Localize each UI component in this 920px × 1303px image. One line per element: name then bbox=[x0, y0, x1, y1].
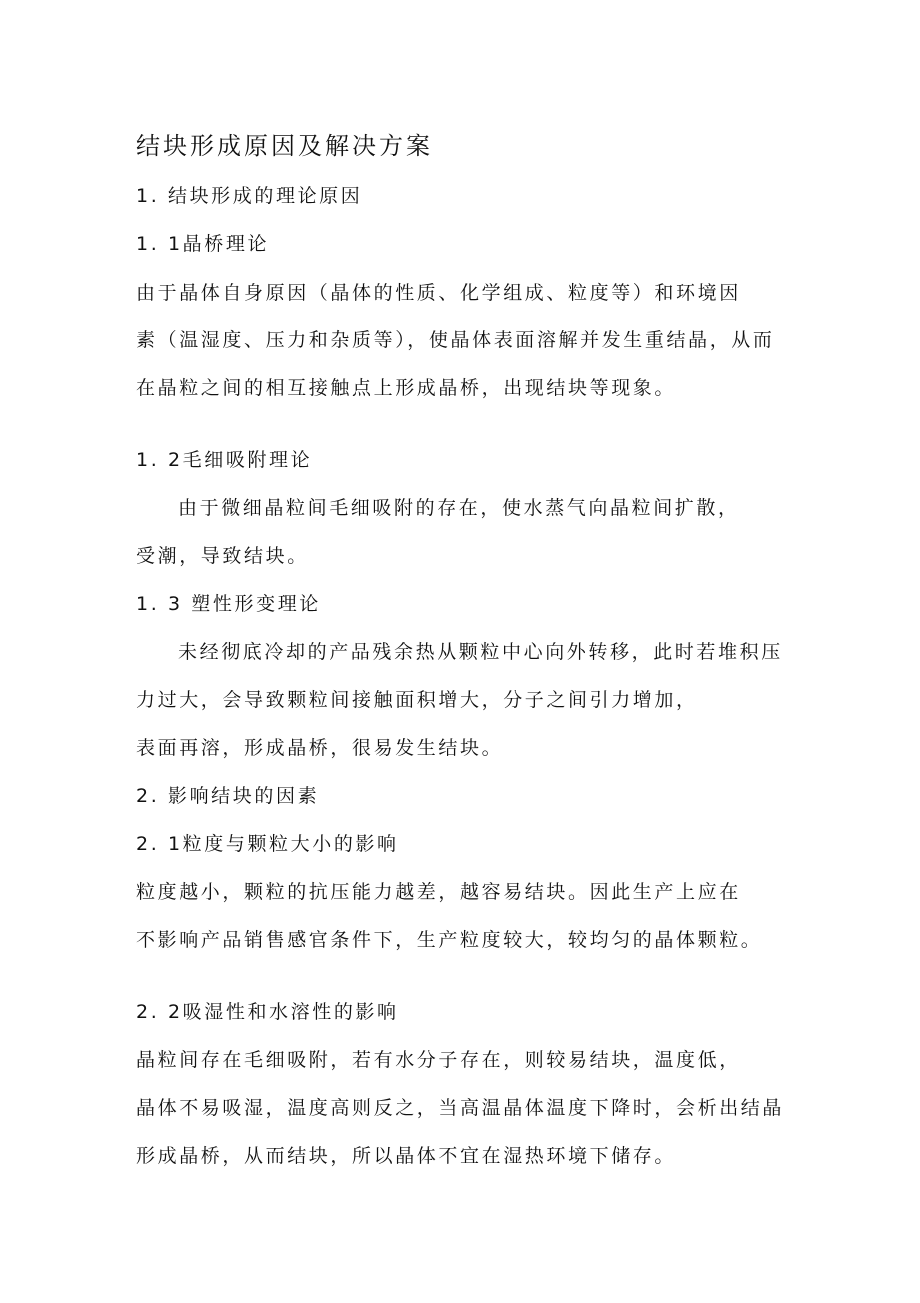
paragraph-line: 晶粒间存在毛细吸附，若有水分子存在，则较易结块，温度低， bbox=[136, 1049, 741, 1071]
document-title: 结块形成原因及解决方案 bbox=[136, 132, 433, 160]
section-heading-2: 2. 影响结块的因素 bbox=[136, 785, 320, 807]
paragraph-line: 受潮，导致结块。 bbox=[136, 545, 309, 567]
subsection-heading-1-1: 1. 1晶桥理论 bbox=[136, 233, 270, 255]
paragraph-line: 形成晶桥，从而结块，所以晶体不宜在湿热环境下储存。 bbox=[136, 1145, 677, 1167]
subsection-heading-2-2: 2. 2吸湿性和水溶性的影响 bbox=[136, 1001, 399, 1023]
paragraph-line: 力过大，会导致颗粒间接触面积增大，分子之间引力增加， bbox=[136, 689, 698, 711]
paragraph-line: 表面再溶，形成晶桥，很易发生结块。 bbox=[136, 737, 504, 759]
paragraph-line: 粒度越小，颗粒的抗压能力越差，越容易结块。因此生产上应在 bbox=[136, 881, 741, 903]
paragraph-line: 在晶粒之间的相互接触点上形成晶桥，出现结块等现象。 bbox=[136, 377, 677, 399]
paragraph-line: 由于微细晶粒间毛细吸附的存在，使水蒸气向晶粒间扩散， bbox=[178, 497, 740, 519]
subsection-heading-1-2: 1. 2毛细吸附理论 bbox=[136, 449, 313, 471]
paragraph-line: 未经彻底冷却的产品残余热从颗粒中心向外转移，此时若堆积压 bbox=[178, 641, 783, 663]
section-heading-1: 1. 结块形成的理论原因 bbox=[136, 185, 363, 207]
paragraph-line: 素（温湿度、压力和杂质等），使晶体表面溶解并发生重结晶，从而 bbox=[136, 329, 775, 351]
paragraph-line: 晶体不易吸湿，温度高则反之，当高温晶体温度下降时，会析出结晶 bbox=[136, 1097, 785, 1119]
paragraph-line: 不影响产品销售感官条件下，生产粒度较大，较均匀的晶体颗粒。 bbox=[136, 929, 763, 951]
subsection-heading-1-3: 1. 3 塑性形变理论 bbox=[136, 593, 321, 615]
subsection-heading-2-1: 2. 1粒度与颗粒大小的影响 bbox=[136, 833, 399, 855]
paragraph-line: 由于晶体自身原因（晶体的性质、化学组成、粒度等）和环境因 bbox=[136, 282, 741, 304]
